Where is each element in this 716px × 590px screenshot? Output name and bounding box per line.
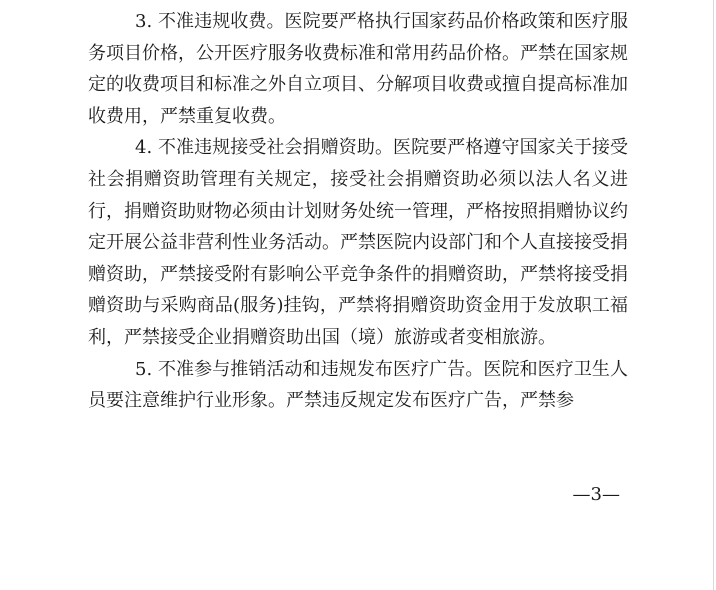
page-edge-divider	[713, 0, 714, 590]
document-body	[88, 6, 628, 417]
paragraph-item-4: 4. 不准违规接受社会捐赠资助。医院要严格遵守国家关于接受社会捐赠资助管理有关规定，接受社会捐赠资助必须以法人名义进行，捐赠资助财物必须由计划财务处统一管理，严格按照捐赠协议约定开展公益非营利性业务活动。严禁医院内设部门和个人直接接受捐赠资助，严禁接受附有影响公平竞争条件的捐赠资助，严禁将接受捐赠资助与采购商品(服务)挂钩，严禁将捐赠资助资金用于发放职工福利，严禁接受企业捐赠资助出国（境）旅游或者变相旅游。	[88, 137, 628, 348]
paragraph-item-5: 5. 不准参与推销活动和违规发布医疗广告。医院和医疗卫生人员要注意维护行业形象。严禁违反规定发布医疗广告，严禁参	[88, 358, 628, 412]
paragraph-item-3: 3. 不准违规收费。医院要严格执行国家药品价格政策和医疗服务项目价格，公开医疗服务收费标准和常用药品价格。严禁在国家规定的收费项目和标准之外自立项目、分解项目收费或擅自提高标准加收费用，严禁重复收费。	[88, 11, 628, 127]
page-number: —3—	[572, 484, 620, 505]
